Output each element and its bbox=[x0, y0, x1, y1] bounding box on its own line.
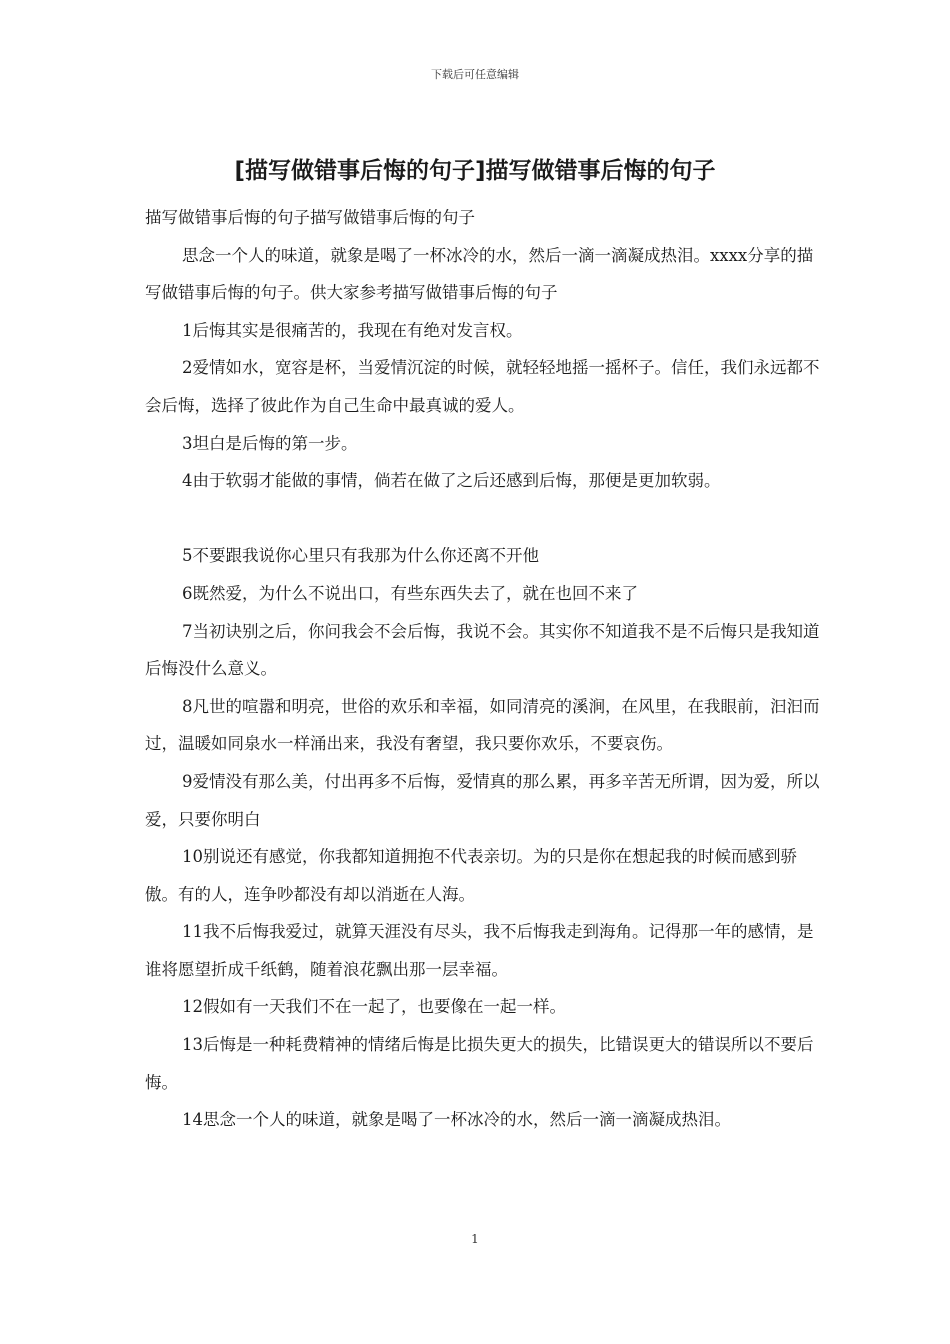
list-item: 13后悔是一种耗费精神的情绪后悔是比损失更大的损失，比错误更大的错误所以不要后悔。 bbox=[145, 1035, 814, 1092]
list-item: 9爱情没有那么美，付出再多不后悔，爱情真的那么累，再多辛苦无所谓，因为爱，所以爱，只要你明白 bbox=[145, 771, 820, 829]
list-item: 4由于软弱才能做的事情，倘若在做了之后还感到后悔，那便是更加软弱。 bbox=[182, 471, 721, 491]
list-item: 1后悔其实是很痛苦的，我现在有绝对发言权。 bbox=[182, 320, 523, 340]
page-number: 1 bbox=[471, 1232, 479, 1246]
list-item: 8凡世的喧嚣和明亮，世俗的欢乐和幸福，如同清亮的溪涧，在风里，在我眼前，汩汩而过，温暖如同泉水一样涌出来，我没有奢望，我只要你欢乐，不要哀伤。 bbox=[145, 696, 820, 754]
list-item: 2爱情如水，宽容是杯，当爱情沉淀的时候，就轻轻地摇一摇杯子。信任，我们永远都不会后悔，选择了彼此作为自己生命中最真诚的爱人。 bbox=[145, 358, 820, 415]
list-item: 10别说还有感觉，你我都知道拥抱不代表亲切。为的只是你在想起我的时候而感到骄傲。有的人，连争吵都没有却以消逝在人海。 bbox=[145, 847, 797, 904]
list-item: 14思念一个人的味道，就象是喝了一杯冰冷的水，然后一滴一滴凝成热泪。 bbox=[182, 1110, 731, 1130]
document-body bbox=[145, 199, 825, 1139]
list-item: 12假如有一天我们不在一起了，也要像在一起一样。 bbox=[182, 997, 566, 1017]
list-item: 5不要跟我说你心里只有我那为什么你还离不开他 bbox=[182, 546, 539, 566]
list-item: 6既然爱，为什么不说出口，有些东西失去了，就在也回不来了 bbox=[182, 583, 638, 603]
list-item: 7当初诀别之后，你问我会不会后悔，我说不会。其实你不知道我不是不后悔只是我知道后悔没什么意义。 bbox=[145, 621, 820, 679]
list-item: 3坦白是后悔的第一步。 bbox=[182, 433, 358, 453]
subtitle-line: 描写做错事后悔的句子描写做错事后悔的句子 bbox=[145, 208, 475, 227]
blank-line bbox=[145, 500, 825, 538]
intro-paragraph: 思念一个人的味道，就象是喝了一杯冰冷的水，然后一滴一滴凝成热泪。xxxx分享的描写做错事后悔的句子。供大家参考描写做错事后悔的句子 bbox=[145, 245, 814, 303]
header-note: 下载后可任意编辑 bbox=[431, 68, 519, 81]
document-title: [描写做错事后悔的句子]描写做错事后悔的句子 bbox=[234, 158, 716, 184]
list-item: 11我不后悔我爱过，就算天涯没有尽头，我不后悔我走到海角。记得那一年的感情，是谁将愿望折成千纸鹤，随着浪花飘出那一层幸福。 bbox=[145, 922, 814, 979]
